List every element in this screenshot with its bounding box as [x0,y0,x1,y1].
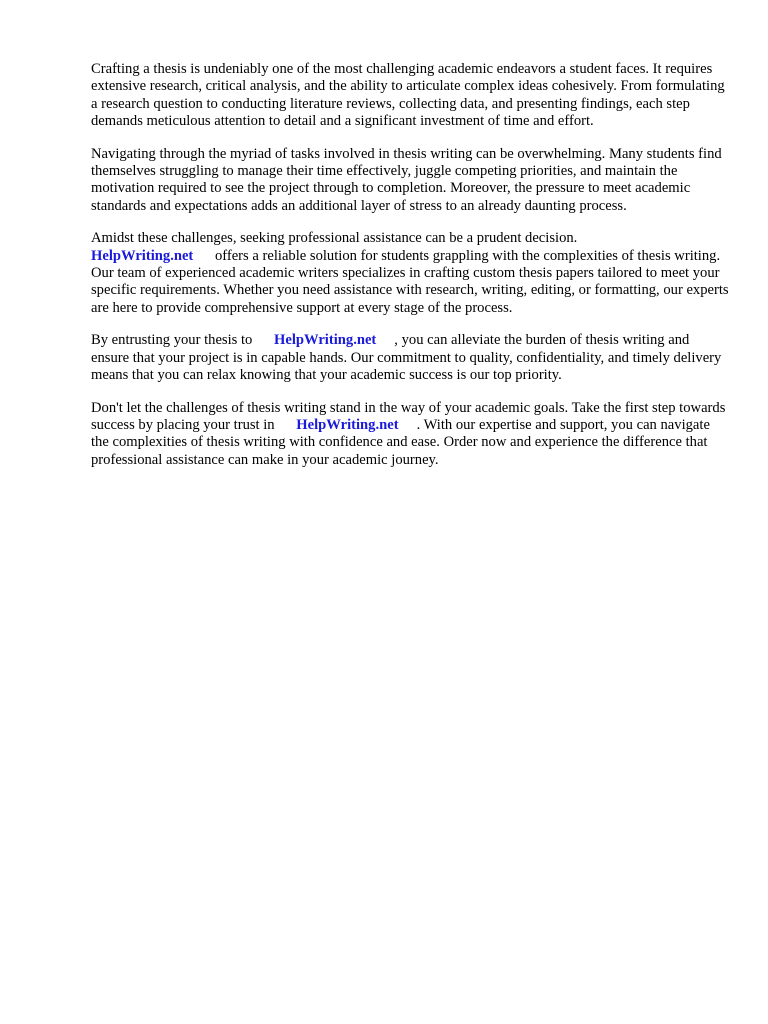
paragraph-text: Amidst these challenges, seeking professional assistance can be a prudent decision. [91,230,578,247]
paragraph-closing [91,400,731,470]
paragraph-entrusting [91,332,731,384]
document-page [91,61,731,484]
helpwriting-link[interactable]: HelpWriting.net [274,332,377,349]
paragraph-intro: Crafting a thesis is undeniably one of the most challenging academic endeavors a student faces. It requires extensive research, critical analysis, and the ability to articulate complex ideas cohesively. From formulating a research question to conducting literature reviews, collecting data, and presenting findings, each step demands meticulous attention to detail and a significant investment of time and effort. [91,61,725,130]
paragraph-text: By entrusting your thesis to [91,332,253,349]
paragraph-text: , you can alleviate the burden of thesis writing and ensure that your project is in capable hands. Our commitment to quality, confidentiality, and timely delivery means that you can relax knowing that your academic success is our top priority. [91,332,722,384]
paragraph-text: Don't let the challenges of thesis writing stand in the way of your academic goals. Take the first step towards success by placing your trust in [91,399,726,433]
helpwriting-link[interactable]: HelpWriting.net [91,247,194,264]
paragraph-text: offers a reliable solution for students grappling with the complexities of thesis writing. Our team of experienced academic writers specializes in crafting custom thesis papers tailored to meet your specific requirements. Whether you need assistance with research, writing, editing, or formatting, our experts are here to provide comprehensive support at every stage of the process. [91,247,729,316]
paragraph-challenges: Navigating through the myriad of tasks involved in thesis writing can be overwhelming. Many students find themselves struggling to manage their time effectively, juggle competing priorities, and maintain the motivation required to see the project through to completion. Moreover, the pressure to meet academic standards and expectations adds an additional layer of stress to an already daunting process. [91,145,722,214]
paragraph-assistance [91,230,731,317]
helpwriting-link[interactable]: HelpWriting.net [296,416,399,433]
paragraph-text: . With our expertise and support, you can navigate the complexities of thesis writing with confidence and ease. Order now and experience the difference that professional assistance can make in your academic journey. [91,416,710,468]
